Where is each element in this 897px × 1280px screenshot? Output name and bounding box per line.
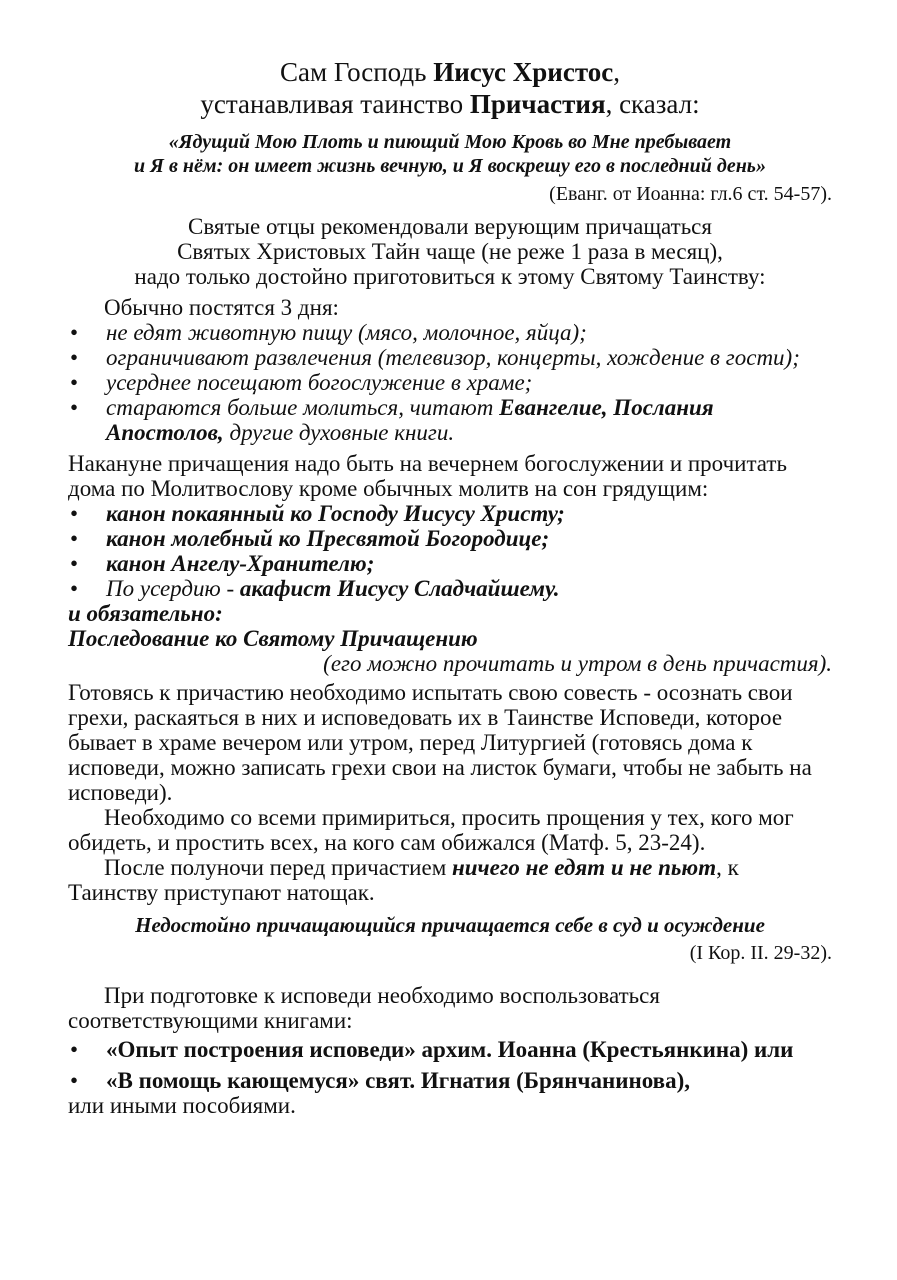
list-item: • «Опыт построения исповеди» архим. Иоанна (Крестьянкина) или	[70, 1037, 794, 1062]
advice-paragraph	[68, 214, 832, 289]
list-item: • канон молебный ко Пресвятой Богородице;	[70, 526, 550, 551]
mandatory-label: и обязательно:	[68, 601, 223, 626]
bullet-icon: •	[70, 395, 79, 420]
books-intro: При подготовке к исповеди необходимо воспользоваться соответствующими книгами:	[68, 983, 660, 1033]
fasting-intro: Обычно постятся 3 дня:	[104, 295, 339, 320]
bullet-icon: •	[70, 1068, 79, 1093]
confession-paragraph: Готовясь к причастию необходимо испытать свою совесть - осознать свои грехи, раскаяться в них и исповедовать их в Таинстве Исповеди, которое бывает в храме вечером или утром, перед Литургией (готовясь дома к исповеди, можно записать грехи свои на листок бумаги, чтобы не забыть на исповеди).	[68, 680, 812, 805]
bullet-icon: •	[70, 551, 79, 576]
communion-rite-title: Последование ко Святому Причащению	[68, 626, 478, 651]
fasting-list	[68, 320, 832, 445]
prayer-rule-list	[68, 501, 832, 601]
quote-line-1: «Ядущий Мою Плоть и пиющий Мою Кровь во Мне пребывает	[168, 131, 732, 153]
list-item: • не едят животную пищу (мясо, молочное, яйца);	[70, 320, 587, 345]
eve-paragraph: Накануне причащения надо быть на вечернем богослужении и прочитать дома по Молитвослову кроме обычных молитв на сон грядущим:	[68, 451, 787, 501]
quote-line-2: и Я в нём: он имеет жизнь вечную, и Я воскрешу его в последний день»	[134, 155, 766, 177]
advice-line-3: надо только достойно приготовиться к этому Святому Таинству:	[134, 264, 766, 289]
bullet-icon: •	[70, 370, 79, 395]
bullet-icon: •	[70, 501, 79, 526]
communion-rite-note: (его можно прочитать и утром в день причастия).	[323, 651, 832, 676]
list-item: • канон покаянный ко Господу Иисусу Христу;	[70, 501, 565, 526]
fasting-before-communion-paragraph: После полуночи перед причастием ничего не едят и не пьют, к Таинству приступают натощак.	[68, 855, 739, 905]
warning-reference: (I Кор. II. 29-32).	[689, 942, 832, 964]
list-item: • стараются больше молиться, читают Евангелие, Послания Апостолов, другие духовные книги.	[70, 395, 714, 445]
list-item: • усерднее посещают богослужение в храме;	[70, 370, 533, 395]
bullet-icon: •	[70, 526, 79, 551]
scripture-quote	[68, 130, 832, 178]
advice-line-2: Святых Христовых Тайн чаще (не реже 1 раза в месяц),	[177, 239, 723, 264]
books-list	[68, 1037, 832, 1093]
quote-reference: (Еванг. от Иоанна: гл.6 ст. 54-57).	[549, 183, 832, 205]
list-item: • По усердию - акафист Иисусу Сладчайшему.	[70, 576, 560, 601]
document-page	[68, 56, 832, 1118]
bullet-icon: •	[70, 345, 79, 370]
warning-quote: Недостойно причащающийся причащается себе в суд и осуждение	[135, 913, 765, 937]
title-line-2: устанавливая таинство Причастия, сказал:	[200, 89, 700, 119]
reconciliation-paragraph: Необходимо со всеми примириться, просить прощения у тех, кого мог обидеть, и простить всех, на кого сам обижался (Матф. 5, 23-24).	[68, 805, 794, 855]
bullet-icon: •	[70, 320, 79, 345]
advice-line-1: Святые отцы рекомендовали верующим причащаться	[188, 214, 712, 239]
list-item: • канон Ангелу-Хранителю;	[70, 551, 375, 576]
list-item: • «В помощь кающемуся» свят. Игнатия (Брянчанинова),	[70, 1068, 690, 1093]
title-line-1: Сам Господь Иисус Христос,	[280, 57, 620, 87]
list-item: • ограничивают развлечения (телевизор, концерты, хождение в гости);	[70, 345, 800, 370]
bullet-icon: •	[70, 576, 79, 601]
bullet-icon: •	[70, 1037, 79, 1062]
page-title	[68, 56, 832, 120]
books-outro: или иными пособиями.	[68, 1093, 296, 1118]
